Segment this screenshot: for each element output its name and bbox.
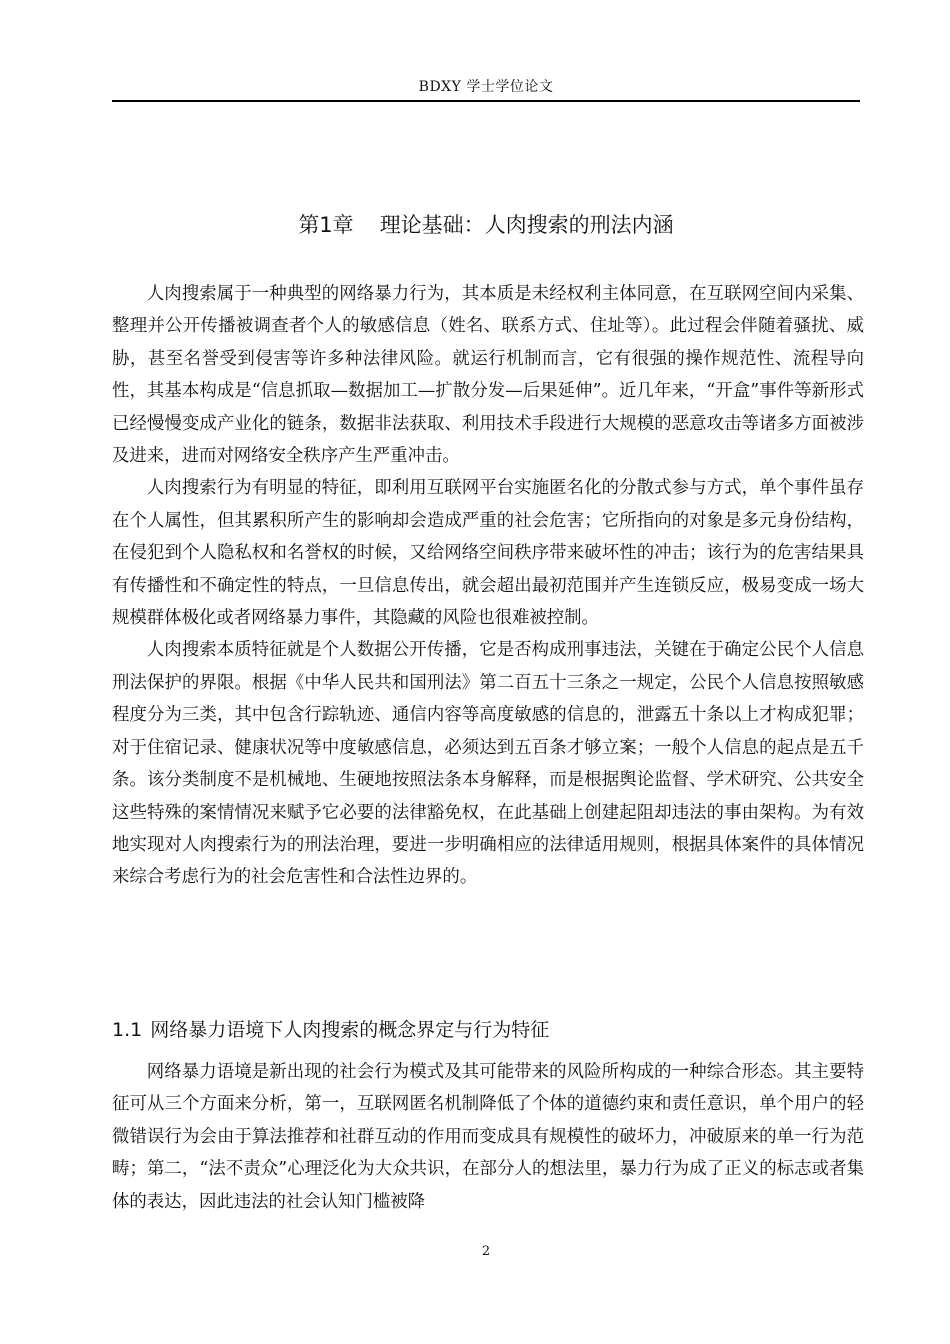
paragraph: 人肉搜索本质特征就是个人数据公开传播，它是否构成刑事违法，关键在于确定公民个人信息刑法保护的界限。根据《中华人民共和国刑法》第二百五十三条之一规定，公民个人信息按照敏感程度分为三类，其中包含行踪轨迹、通信内容等高度敏感的信息的，泄露五十条以上才构成犯罪；对于住宿记录、健康状况等中度敏感信息，必须达到五百条才够立案；一般个人信息的起点是五千条。该分类制度不是机械地、生硬地按照法条本身解释，而是根据舆论监督、学术研究、公共安全这些特殊的案情情况来赋予它必要的法律豁免权，在此基础上创建起阻却违法的事由架构。为有效地实现对人肉搜索行为的刑法治理，要进一步明确相应的法律适用规则，根据具体案件的具体情况来综合考虑行为的社会危害性和合法性边界的。: [112, 640, 864, 888]
chapter-title-text: 理论基础：人肉搜索的刑法内涵: [379, 213, 674, 237]
section-title-text: 网络暴力语境下人肉搜索的概念界定与行为特征: [150, 1019, 550, 1041]
section-number: 1.1: [112, 1019, 143, 1041]
running-header: BDXY 学士学位论文: [418, 79, 554, 95]
section-body: [112, 1056, 864, 1218]
paragraph: 人肉搜索属于一种典型的网络暴力行为，其本质是未经权利主体同意，在互联网空间内采集、整理并公开传播被调查者个人的敏感信息（姓名、联系方式、住址等）。此过程会伴随着骚扰、威胁，甚至名誉受到侵害等许多种法律风险。就运行机制而言，它有很强的操作规范性、流程导向性，其基本构成是“信息抓取—数据加工—扩散分发—后果延伸”。近几年来，“开盒”事件等新形式已经慢慢变成产业化的链条，数据非法获取、利用技术手段进行大规模的恶意攻击等诸多方面被涉及进来，进而对网络安全秩序产生严重冲击。: [112, 284, 864, 467]
chapter-title: [112, 210, 860, 240]
chapter-number: 第1章: [298, 213, 354, 237]
chapter-body: [112, 278, 864, 894]
paragraph: 网络暴力语境是新出现的社会行为模式及其可能带来的风险所构成的一种综合形态。其主要特征可从三个方面来分析，第一，互联网匿名机制降低了个体的道德约束和责任意识，单个用户的轻微错误行为会由于算法推荐和社群互动的作用而变成具有规模性的破坏力，冲破原来的单一行为范畴；第二，“法不责众”心理泛化为大众共识，在部分人的想法里，暴力行为成了正义的标志或者集体的表达，因此违法的社会认知门槛被降: [112, 1062, 864, 1212]
header-rule: [112, 100, 860, 102]
page-number: 2: [481, 1244, 491, 1259]
section-title: [112, 1016, 864, 1044]
paragraph: 人肉搜索行为有明显的特征，即利用互联网平台实施匿名化的分散式参与方式，单个事件虽存在个人属性，但其累积所产生的影响却会造成严重的社会危害；它所指向的对象是多元身份结构，在侵犯到个人隐私权和名誉权的时候，又给网络空间秩序带来破坏性的冲击；该行为的危害结果具有传播性和不确定性的特点，一旦信息传出，就会超出最初范围并产生连锁反应，极易变成一场大规模群体极化或者网络暴力事件，其隐藏的风险也很难被控制。: [112, 478, 864, 629]
